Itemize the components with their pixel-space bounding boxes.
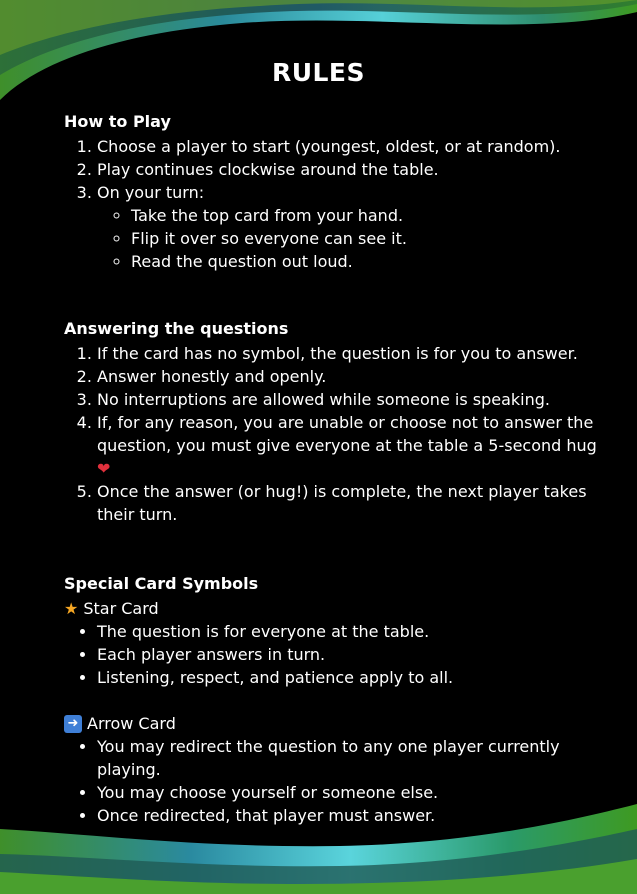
special-symbols-heading: Special Card Symbols [64,574,259,593]
list-item: ◦ Flip it over so everyone can see it. [131,227,604,250]
list-item: • Listening, respect, and patience apply to all. [97,666,604,689]
turn-substeps-list [97,204,604,273]
how-to-play-section [64,111,604,273]
list-item: ◦ Read the question out loud. [131,250,604,273]
star-icon: ★ [64,599,79,618]
how-to-play-heading: How to Play [64,112,171,131]
list-item: ◦ Take the top card from your hand. [131,204,604,227]
list-item: • Once redirected, that player must answer. [97,804,604,827]
special-symbols-section [64,573,604,827]
list-item-text: If, for any reason, you are unable or choose not to answer the question, you must give everyone at the table a 5-second hug [97,413,597,455]
list-item: • You may redirect the question to any one player currently playing. [97,735,604,781]
answering-section [64,318,604,526]
arrow-card-title [64,712,604,735]
star-card-title [64,597,604,620]
heart-icon: ❤ [97,459,111,478]
answering-heading: Answering the questions [64,319,289,338]
list-item: 2. Answer honestly and openly. [97,365,604,388]
list-item: 1. If the card has no symbol, the question is for you to answer. [97,342,604,365]
list-item: • The question is for everyone at the table. [97,620,604,643]
star-card-label: Star Card [83,599,159,618]
list-item: 3. No interruptions are allowed while someone is speaking. [97,388,604,411]
arrow-card-list [64,735,604,827]
list-item-text: On your turn: [97,183,205,202]
star-card-list [64,620,604,689]
list-item: • Each player answers in turn. [97,643,604,666]
arrow-right-icon: ➜ [64,715,82,733]
page-title: RULES [271,58,366,87]
list-item: 2. Play continues clockwise around the table. [97,158,604,181]
list-item: 1. Choose a player to start (youngest, oldest, or at random). [97,135,604,158]
list-item: 5. Once the answer (or hug!) is complete, the next player takes their turn. [97,480,604,526]
list-item [97,411,604,480]
list-item [97,181,604,273]
answering-list [64,342,604,526]
arrow-card-label: Arrow Card [87,714,176,733]
how-to-play-list [64,135,604,273]
list-item: • You may choose yourself or someone else. [97,781,604,804]
